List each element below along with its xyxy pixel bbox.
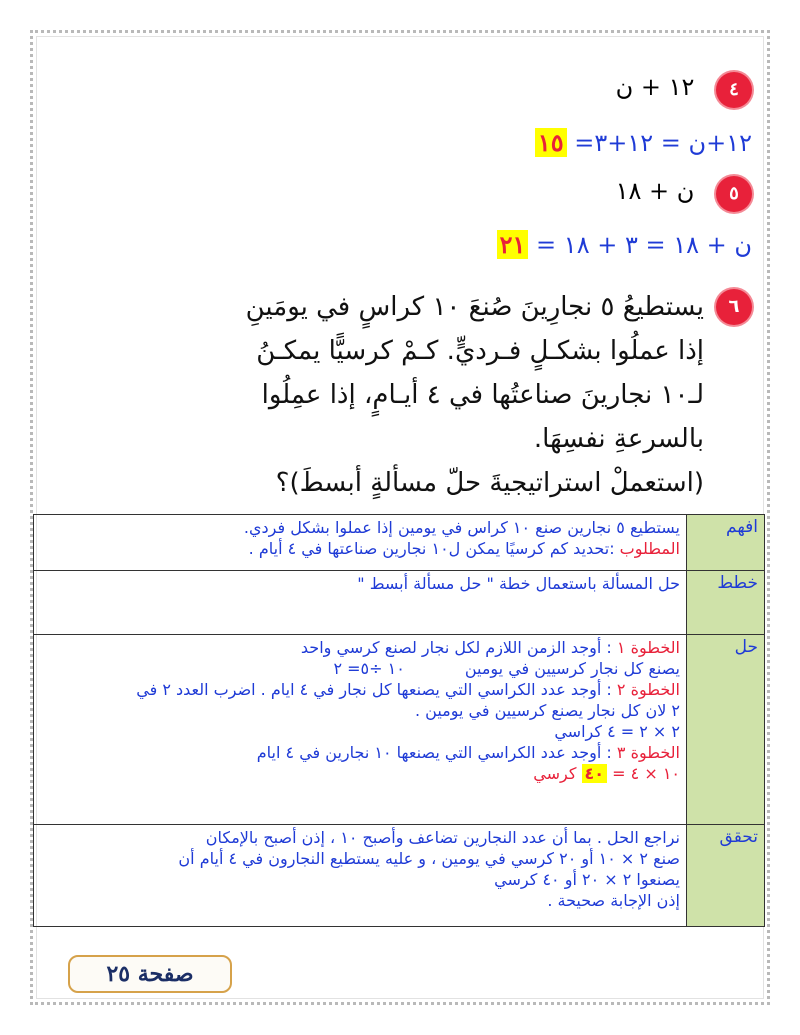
understand-line: يستطيع ٥ نجارين صنع ١٠ كراس في يومين إذا عملوا بشكل فردي. xyxy=(243,518,680,537)
step-1-calc: ١٠ ÷٥= ٢ xyxy=(333,659,405,678)
page-number-badge: صفحة ٢٥ xyxy=(68,955,232,993)
plan-content: حل المسألة باستعمال خطة " حل مسألة أبسط " xyxy=(34,571,687,635)
problem-4-work: ١٢+ن = ١٢+٣= xyxy=(574,129,752,157)
step-3-label: الخطوة ٣ xyxy=(616,743,680,762)
problem-6 xyxy=(52,285,752,505)
label-plan: خطط xyxy=(687,571,765,635)
table-row-understand xyxy=(34,515,765,571)
check-line: يصنعوا ٢ × ٢٠ أو ٤٠ كرسي xyxy=(494,870,680,889)
step-1-text: : أوجد الزمن اللازم لكل نجار لصنع كرسي واحد xyxy=(300,638,617,657)
problem-5-work-row xyxy=(497,230,752,259)
step-2-text: : أوجد عدد الكراسي التي يصنعها كل نجار في ٤ ايام . اضرب العدد ٢ في xyxy=(136,680,617,699)
problem-6-line: (استعملْ استراتيجيةَ حلّ مسألةٍ أبسطَ)؟ xyxy=(275,468,704,498)
required-label: المطلوب xyxy=(619,539,680,558)
label-check: تحقق xyxy=(687,825,765,927)
check-line: صنع ٢ × ١٠ أو ٢٠ كرسي في يومين ، و عليه يستطيع النجارون في ٤ أيام أن xyxy=(178,849,680,868)
understand-required-line xyxy=(40,538,680,559)
problem-5-work: ن + ١٨ = ٣ + ١٨ = xyxy=(536,231,752,259)
problem-4-number-badge: ٤ xyxy=(716,72,752,108)
understand-content xyxy=(34,515,687,571)
solution-table xyxy=(33,514,765,927)
table-row-check xyxy=(34,825,765,927)
required-text: :تحديد كم كرسيًا يمكن ل١٠ نجارين صناعتها في ٤ أيام . xyxy=(248,539,620,558)
step-2-label: الخطوة ٢ xyxy=(616,680,680,699)
problem-5-row xyxy=(616,176,752,212)
step-3-suffix: كرسي xyxy=(533,764,582,783)
problem-6-line: يستطيعُ ٥ نجارِينَ صُنعَ ١٠ كراسٍ في يومَينِ xyxy=(245,292,704,322)
problem-4-expression: ١٢ + ن xyxy=(615,73,695,101)
step-3-calc-line xyxy=(40,763,680,784)
label-solve: حل xyxy=(687,635,765,825)
step-2-text2: ٢ لان كل نجار يصنع كرسيين في يومين . xyxy=(415,701,680,720)
problem-4-work-row xyxy=(535,128,752,157)
problem-5-answer: ٢١ xyxy=(497,230,529,259)
step-3-calc: ١٠ × ٤ = xyxy=(607,764,680,783)
problem-6-number-badge: ٦ xyxy=(716,289,752,325)
step-3-text: : أوجد عدد الكراسي التي يصنعها ١٠ نجارين في ٤ ايام xyxy=(256,743,617,762)
problem-5-number-badge: ٥ xyxy=(716,176,752,212)
step-1-label: الخطوة ١ xyxy=(616,638,680,657)
check-content xyxy=(34,825,687,927)
problem-6-line: بالسرعةِ نفسِهَا. xyxy=(533,424,704,454)
solve-content xyxy=(34,635,687,825)
step-1-note: يصنع كل نجار كرسيين في يومين xyxy=(464,659,680,678)
step-3-answer: ٤٠ xyxy=(582,764,608,783)
step-1-calc-line xyxy=(40,658,680,679)
problem-6-line: إذا عملُوا بشكـلٍ فـرديٍّ. كـمْ كرسيًّا يمكـنُ xyxy=(256,336,704,366)
check-line: نراجع الحل . بما أن عدد النجارين تضاعف وأصبح ١٠ ، إذن أصبح بالإمكان xyxy=(205,828,680,847)
step-3-line xyxy=(40,742,680,763)
step-2-line xyxy=(40,679,680,700)
table-row-solve xyxy=(34,635,765,825)
problem-4-answer: ١٥ xyxy=(535,128,567,157)
problem-4-row xyxy=(616,72,752,108)
step-1-line xyxy=(40,637,680,658)
problem-6-line: لـ١٠ نجارينَ صناعتُها في ٤ أيـامٍ، إذا عمِلُوا xyxy=(261,380,704,410)
label-understand: افهم xyxy=(687,515,765,571)
problem-5-expression: ن + ١٨ xyxy=(615,177,695,205)
step-2-calc: ٢ × ٢ = ٤ كراسي xyxy=(554,722,680,741)
check-line: إذن الإجابة صحيحة . xyxy=(547,891,680,910)
table-row-plan xyxy=(34,571,765,635)
